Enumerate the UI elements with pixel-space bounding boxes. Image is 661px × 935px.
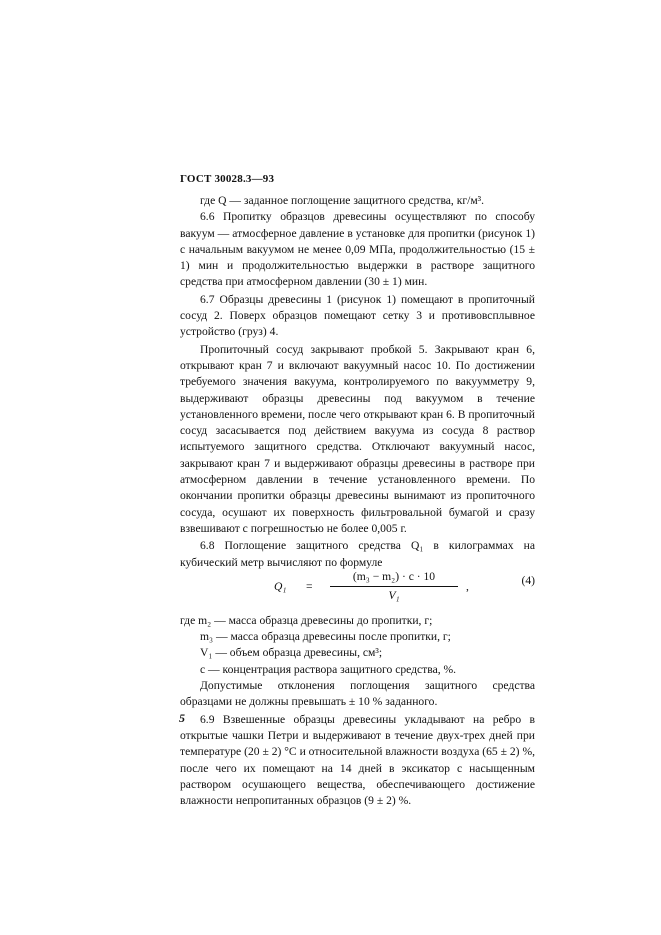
- paragraph-6-6: 6.6 Пропитку образцов древесины осуществляют по способу вакуум — атмосферное давление в установке для пропитки (рисунок 1) с начальным вакуумом не менее 0,09 МПа, продолжительностью (15 ± 1) мин и продолжительностью выдержки в растворе защитного средства при атмосферном давлении (30 ± 1) мин.: [180, 210, 535, 289]
- paragraph-6-8: 6.8 Поглощение защитного средства Q₁ в килограммах на кубический метр вычисляют по формуле: [180, 539, 535, 569]
- formula-definitions: [180, 613, 535, 678]
- document-body: [180, 193, 535, 809]
- definition-v1: V₁ — объем образца древесины, см³;: [200, 646, 383, 660]
- formula-comma: ,: [466, 579, 469, 593]
- standard-designation: ГОСТ 30028.3—93: [180, 173, 275, 185]
- formula-number: (4): [521, 573, 535, 587]
- definition-m3: m₃ — масса образца древесины после пропитки, г;: [200, 630, 451, 644]
- formula-4: [180, 569, 535, 609]
- paragraph-impregnation-procedure: Пропиточный сосуд закрывают пробкой 5. Закрывают кран 6, открывают кран 7 и включают вакуумный насос 10. По достижении требуемого значения вакуума, контролируемого по вакуумметру 9, выдерживают образцы древесины под вакуумом в течение установленного времени, после чего открывают кран 6. В пропиточный сосуд засасывается под действием вакуума из сосуда 8 раствор испытуемого защитного средства. Отключают вакуумный насос, закрывают кран 7 и выдерживают образцы древесины в растворе при атмосферном давлении в течение установленного времени. По окончании пропитки образцы древесины вынимают из пропиточного сосуда, осушают их поверхность фильтровальной бумагой и сразу взвешивают с погрешностью не более 0,005 г.: [180, 342, 535, 535]
- formula-fraction: [328, 569, 460, 605]
- formula-equals: =: [306, 579, 313, 593]
- definition-c: c — концентрация раствора защитного средства, %.: [200, 662, 457, 676]
- formula-denominator: V₁: [388, 589, 400, 603]
- paragraph-q-definition: где Q — заданное поглощение защитного средства, кг/м³.: [200, 194, 485, 207]
- formula-numerator: (m₃ − m₂) · c · 10: [352, 569, 436, 583]
- paragraph-6-7: 6.7 Образцы древесины 1 (рисунок 1) помещают в пропиточный сосуд 2. Поверх образцов помещают сетку 3 и противовсплывное устройство (груз) 4.: [180, 292, 535, 339]
- page-number: 5: [179, 711, 185, 725]
- paragraph-6-9: 6.9 Взвешенные образцы древесины укладывают на ребро в открытые чашки Петри и выдерживают в течение двух-трех дней при температуре (20 ± 2) °С и относительной влажности воздуха (65 ± 2) %, после чего их помещают на 14 дней в эксикатор с насыщенным раствором осушающего вещества, обеспечивающего достижение влажности непропитанных образцов (9 ± 2) %.: [180, 712, 535, 808]
- definition-m2: где m₂ — масса образца древесины до пропитки, г;: [180, 613, 433, 627]
- formula-lhs: Q₁: [274, 579, 287, 593]
- paragraph-tolerance: Допустимые отклонения поглощения защитного средства образцами не должны превышать ± 10 % заданного.: [180, 679, 535, 709]
